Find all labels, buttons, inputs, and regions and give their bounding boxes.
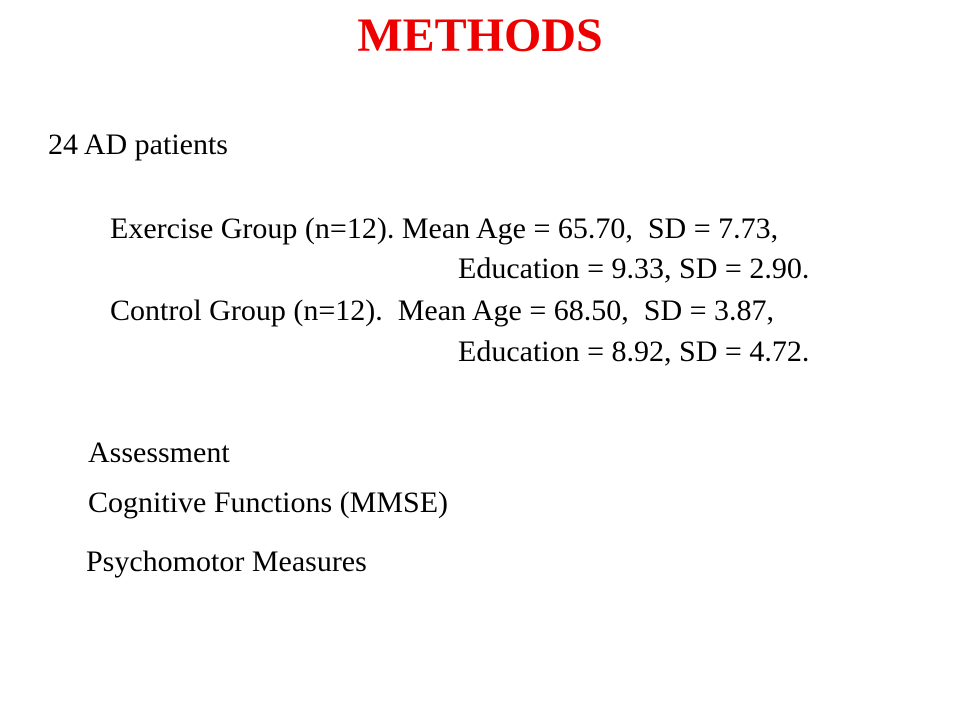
exercise-group-education: Education = 9.33, SD = 2.90. xyxy=(458,252,810,285)
patients-summary: 24 AD patients xyxy=(48,128,228,161)
control-group-education: Education = 8.92, SD = 4.72. xyxy=(458,335,810,368)
control-group-stats: Control Group (n=12). Mean Age = 68.50, SD = 3.87, xyxy=(110,294,775,327)
exercise-group-stats: Exercise Group (n=12). Mean Age = 65.70, SD = 7.73, xyxy=(110,212,779,245)
measure-cognitive-functions: Cognitive Functions (MMSE) xyxy=(88,486,449,519)
measure-psychomotor: Psychomotor Measures xyxy=(86,545,367,578)
assessment-heading: Assessment xyxy=(88,436,230,469)
slide-title: METHODS xyxy=(357,9,603,62)
